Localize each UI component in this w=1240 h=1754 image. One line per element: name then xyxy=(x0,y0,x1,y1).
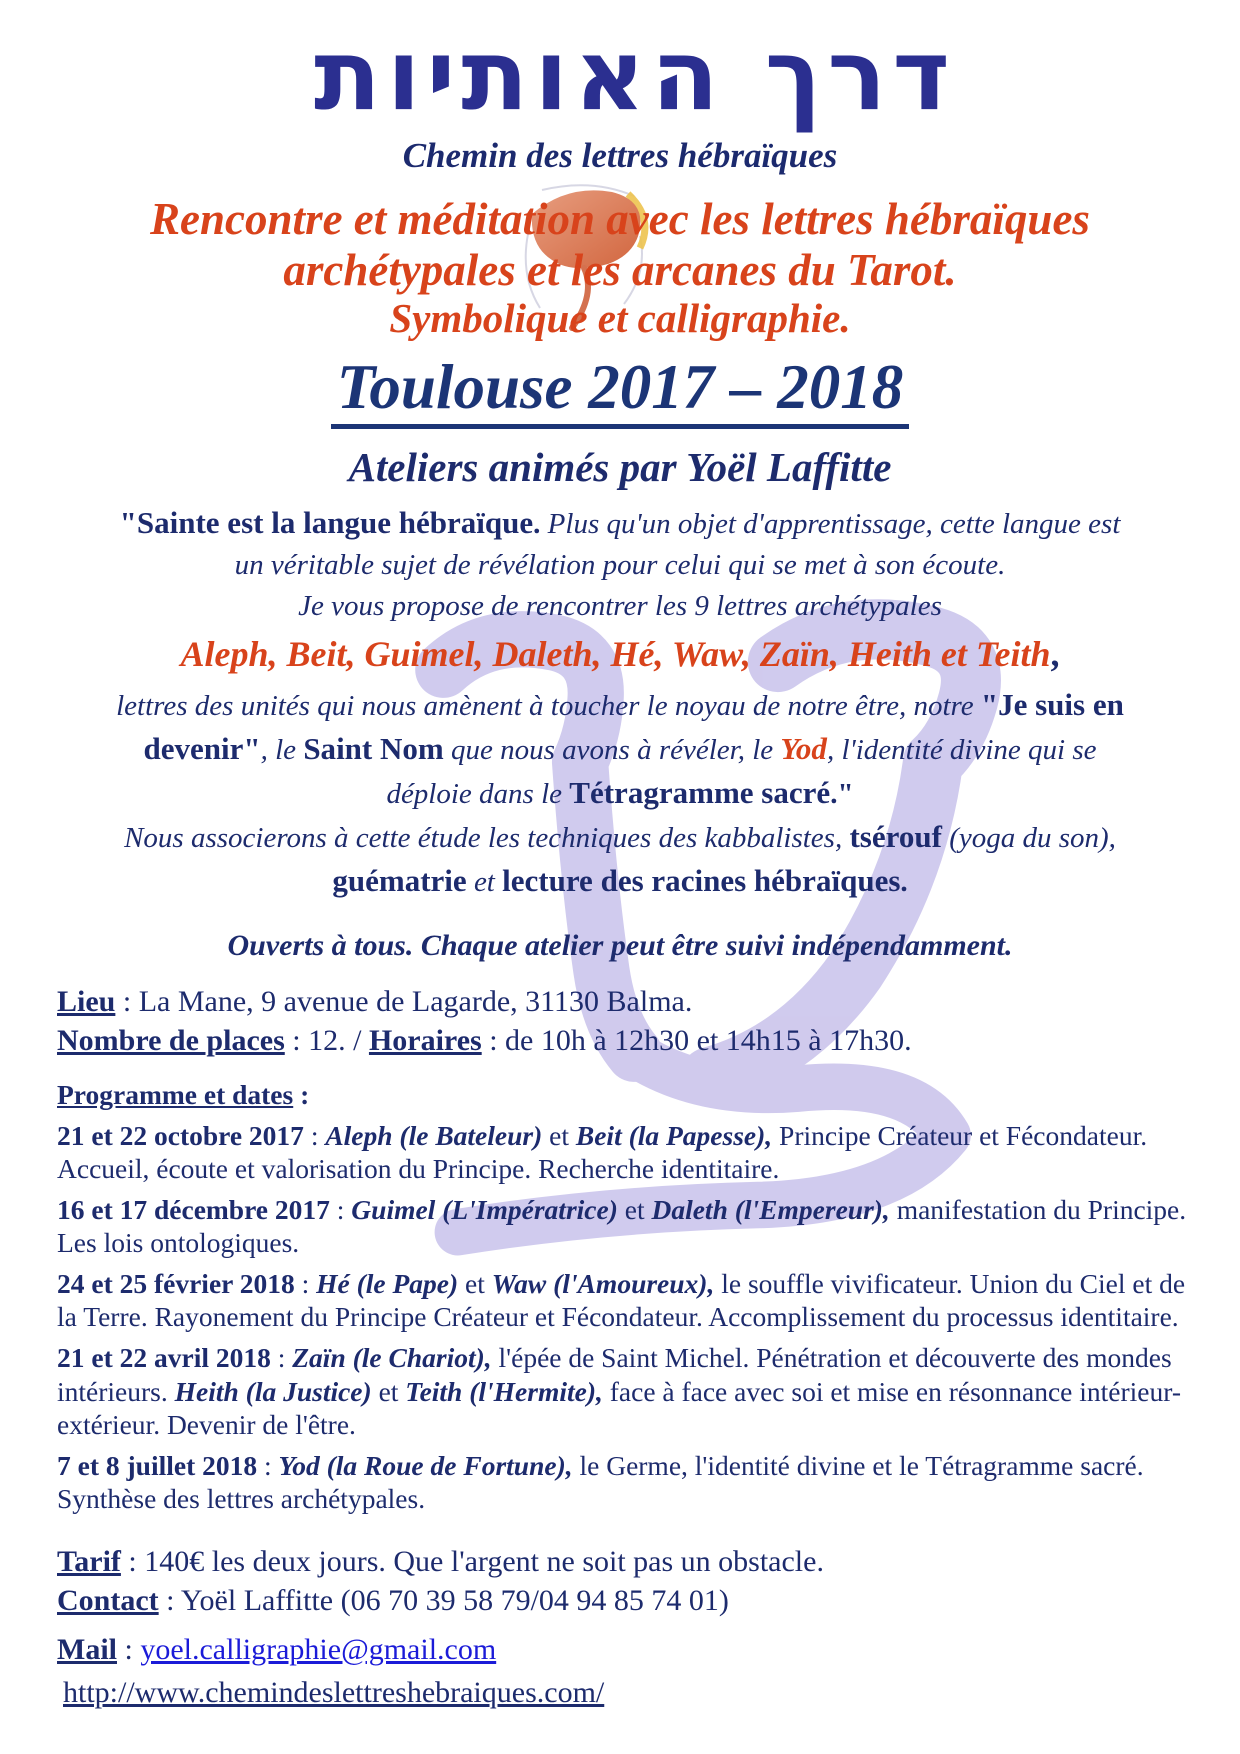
text-segment: Beit (la Papesse), xyxy=(575,1119,773,1151)
intro-line-techniques xyxy=(28,815,1212,903)
link-text[interactable]: http://www.chemindeslettreshebraiques.com/ xyxy=(63,1675,605,1709)
text-segment: , le xyxy=(260,733,304,766)
text-segment: Tarif xyxy=(57,1544,121,1578)
program-entry-october-2017 xyxy=(57,1119,1192,1186)
text-segment: Yod (la Roue de Fortune), xyxy=(278,1449,573,1481)
program-entry-april-2018 xyxy=(57,1341,1192,1442)
text-segment: , l'identité divine qui se xyxy=(826,733,1097,766)
text-segment: : xyxy=(270,1342,293,1373)
text-segment: "Je suis en xyxy=(980,686,1124,722)
intro-line-letters xyxy=(28,629,1212,680)
text-segment: lecture des racines hébraïques xyxy=(502,863,901,899)
text-segment: : Yoël Laffitte (06 70 39 58 79/04 94 85 74 01) xyxy=(158,1583,729,1617)
text-segment: . xyxy=(900,866,908,899)
city-title-text: Toulouse 2017 – 2018 xyxy=(331,354,910,429)
text-segment: Guimel (L'Impératrice) xyxy=(351,1193,618,1225)
text-segment: Tétragramme sacré xyxy=(569,774,831,810)
text-segment: Aleph (le Bateleur) xyxy=(325,1119,543,1151)
text-segment: Mail xyxy=(57,1632,117,1666)
details-block xyxy=(0,983,1240,1060)
text-segment: le souffle vivificateur. Union du Ciel et de la Terre. Rayonement du Principe Créateur et Fécondateur. Accomplissement du processus identitaire. xyxy=(57,1267,1186,1333)
intro-line-unites xyxy=(28,683,1212,816)
text-segment: ." xyxy=(830,777,854,810)
text-segment: Aleph, Beit, Guimel, Daleth, Hé, Waw, Zaïn, Heith et Teith xyxy=(180,634,1051,675)
subtitle: Chemin des lettres hébraïques xyxy=(402,135,838,175)
text-segment: : La Mane, 9 avenue de Lagarde, 31130 Balma. xyxy=(115,985,693,1019)
main-heading-line1: Rencontre et méditation avec les lettres hébraïques xyxy=(150,193,1090,244)
text-segment: déploie dans le xyxy=(386,777,570,810)
text-segment: face à face avec soi et mise en résonnance intérieur-extérieur. Devenir de l'être. xyxy=(57,1375,1182,1441)
city-title xyxy=(0,351,1240,429)
text-segment: 24 et 25 février 2018 xyxy=(57,1267,295,1299)
main-heading xyxy=(0,194,1240,342)
places-hours-line xyxy=(57,1022,1190,1060)
program-entry-february-2018 xyxy=(57,1267,1192,1334)
open-to-all-line xyxy=(0,929,1240,963)
text-segment: que nous avons à révéler, le xyxy=(443,733,781,766)
intro-line-quote xyxy=(28,501,1212,586)
text-segment: Lieu xyxy=(57,985,116,1019)
text-segment: manifestation du Principe. Les lois ontologiques. xyxy=(57,1193,1187,1259)
contact-line xyxy=(57,1581,1190,1620)
text-segment: Waw (l'Amoureux), xyxy=(491,1267,715,1299)
text-segment: . xyxy=(533,507,548,540)
text-segment: , xyxy=(1050,634,1060,675)
text-segment: : xyxy=(294,1267,317,1299)
text-segment: : de 10h à 12h30 et 14h15 à 17h30. xyxy=(481,1023,912,1057)
intro-paragraph xyxy=(0,501,1240,903)
text-segment: : xyxy=(293,1079,310,1111)
text-segment: un véritable sujet de révélation pour celui qui se met à son écoute. xyxy=(234,549,1006,582)
text-segment: et xyxy=(371,1375,406,1407)
text-segment: (yoga du son), xyxy=(941,822,1116,855)
text-segment: Saint Nom xyxy=(303,730,444,766)
text-segment: Nous associerons à cette étude les techniques des kabbalistes, xyxy=(124,822,850,855)
text-segment: Hé (le Pape) xyxy=(316,1267,459,1299)
mail-line xyxy=(57,1630,1190,1669)
text-segment: 21 et 22 avril 2018 xyxy=(57,1342,271,1373)
text-segment: lettres des unités qui nous amènent à toucher le noyau de notre être, notre xyxy=(116,689,981,722)
text-segment: Je vous propose de rencontrer les 9 lettres archétypales xyxy=(298,590,942,623)
text-segment: Zaïn (le Chariot), xyxy=(292,1342,492,1373)
flyer-content xyxy=(0,19,1240,1712)
text-segment: Teith (l'Hermite), xyxy=(405,1375,603,1407)
text-segment: Contact xyxy=(57,1583,159,1617)
text-segment: le Germe, l'identité divine et le Tétragramme sacré. Synthèse des lettres archétypales. xyxy=(57,1449,1144,1515)
main-heading-line3: Symbolique et calligraphie. xyxy=(389,295,851,342)
price-line xyxy=(57,1542,1190,1581)
text-segment: Ouverts à tous. Chaque atelier peut être suivi indépendamment. xyxy=(227,929,1013,963)
facilitator-line: Ateliers animés par Yoël Laffitte xyxy=(348,443,892,490)
website-line xyxy=(57,1673,1190,1712)
text-segment: guématrie xyxy=(332,863,467,899)
main-heading-line2: archétypales et les arcanes du Tarot. xyxy=(283,244,957,295)
intro-line-propose xyxy=(28,586,1212,627)
text-segment: et xyxy=(458,1267,492,1299)
text-segment: Daleth (l'Empereur), xyxy=(651,1193,890,1225)
text-segment: 7 et 8 juillet 2018 xyxy=(57,1449,258,1481)
text-segment: : xyxy=(257,1449,279,1481)
text-segment: et xyxy=(542,1119,576,1151)
text-segment: : xyxy=(329,1193,352,1225)
text-segment: Plus qu'un objet d'apprentissage, cette langue est xyxy=(547,507,1121,540)
link-text[interactable]: yoel.calligraphie@gmail.com xyxy=(140,1632,497,1666)
text-segment: devenir" xyxy=(143,730,261,766)
text-segment: "Sainte est la langue hébraïque xyxy=(119,504,534,540)
footer-block xyxy=(0,1542,1240,1712)
program-heading xyxy=(57,1078,1192,1112)
text-segment: 16 et 17 décembre 2017 xyxy=(57,1193,330,1225)
text-segment: Horaires xyxy=(368,1023,482,1057)
text-segment: l'épée de Saint Michel. Pénétration et découverte des mondes intérieurs. xyxy=(57,1342,1172,1407)
text-segment: et xyxy=(617,1193,652,1225)
location-line xyxy=(57,983,1190,1021)
text-segment: : 140€ les deux jours. Que l'argent ne soit pas un obstacle. xyxy=(120,1544,824,1578)
program-entry-december-2017 xyxy=(57,1193,1192,1260)
text-segment: Programme et dates xyxy=(57,1079,294,1111)
text-segment: : 12. / xyxy=(284,1023,369,1057)
text-segment: 21 et 22 octobre 2017 xyxy=(57,1119,304,1151)
hebrew-title: דרך האותיות xyxy=(313,19,957,133)
text-segment: et xyxy=(466,866,503,899)
text-segment: Yod xyxy=(780,730,827,766)
text-segment: tsérouf xyxy=(849,819,942,855)
text-segment: : xyxy=(303,1119,326,1151)
program-block xyxy=(0,1078,1240,1516)
text-segment: Heith (la Justice) xyxy=(174,1375,372,1407)
program-entry-july-2018 xyxy=(57,1449,1192,1516)
text-segment: : xyxy=(117,1632,141,1666)
text-segment: Nombre de places xyxy=(57,1023,285,1057)
text-segment: Principe Créateur et Fécondateur. Accueil, écoute et valorisation du Principe. Recherche identitaire. xyxy=(57,1119,1148,1185)
